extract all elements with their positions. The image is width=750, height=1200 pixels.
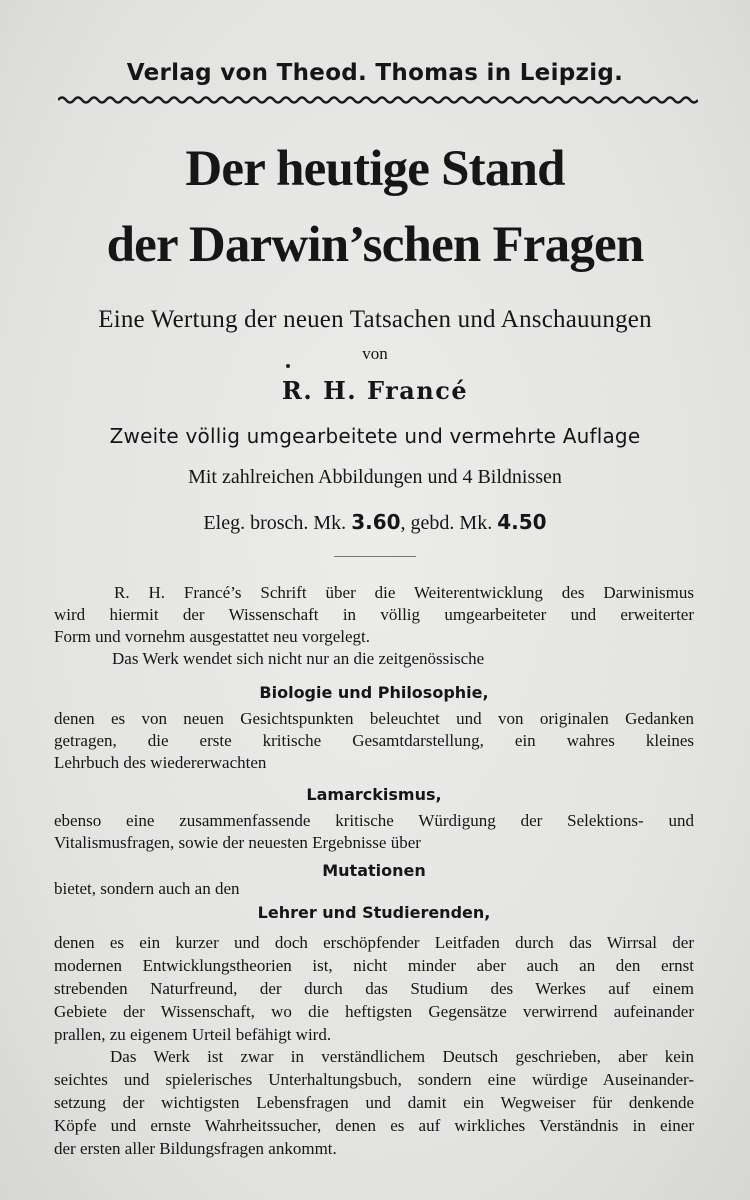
heading-lamarckismus: Lamarckismus, xyxy=(306,785,442,804)
text-line: denen es von neuen Gesichtspunkten beleuchtet und von originalen Gedanken xyxy=(54,709,694,728)
text-line: Form und vornehm ausgestattet neu vorgelegt. xyxy=(54,627,371,646)
text-line: getragen, die erste kritische Gesamtdarstellung, ein wahres kleines xyxy=(54,731,694,750)
text-line: Das Werk wendet sich nicht nur an die zeitgenössische xyxy=(112,649,485,668)
price-brosch-label: Eleg. brosch. Mk. xyxy=(203,512,352,534)
price-gebd-label: , gebd. Mk. xyxy=(400,512,498,534)
text-line: Vitalismusfragen, sowie der neuesten Ergebnisse über xyxy=(54,833,421,852)
heading-mutationen: Mutationen xyxy=(322,861,426,880)
text-line: modernen Entwicklungstheorien ist, nicht minder aber auch an den ernst xyxy=(54,956,694,975)
wavy-rule xyxy=(58,94,698,106)
heading-lehrer: Lehrer und Studierenden, xyxy=(257,903,491,922)
text-line: wird hiermit der Wissenschaft in völlig umgearbeiteter und erweiterter xyxy=(54,605,694,624)
book-subtitle: Eine Wertung der neuen Tatsachen und Anschauungen xyxy=(98,306,652,333)
book-title-line-1: Der heutige Stand xyxy=(185,141,565,197)
by-label: von xyxy=(362,344,388,363)
author-name: R. H. Francé xyxy=(281,376,469,405)
publisher-line: Verlag von Theod. Thomas in Leipzig. xyxy=(126,60,624,86)
text-line: ebenso eine zusammenfassende kritische Würdigung der Selektions- und xyxy=(54,811,694,830)
heading-biologie: Biologie und Philosophie, xyxy=(259,683,489,702)
text-line: der ersten aller Bildungsfragen ankommt. xyxy=(54,1139,337,1158)
divider xyxy=(334,556,416,557)
text-line: Lehrbuch des wiedererwachten xyxy=(54,753,267,772)
edition-note: Zweite völlig umgearbeitete und vermehrte Auflage xyxy=(109,424,641,448)
text-line: prallen, zu eigenem Urteil befähigt wird. xyxy=(54,1025,332,1044)
text-line: denen es ein kurzer und doch erschöpfender Leitfaden durch das Wirrsal der xyxy=(54,933,694,952)
text-line: seichtes und spielerisches Unterhaltungsbuch, sondern eine würdige Auseinander- xyxy=(54,1070,694,1089)
text-line: bietet, sondern auch an den xyxy=(54,879,240,898)
text-line: strebenden Naturfreund, der durch das Studium des Werkes auf einem xyxy=(54,979,694,998)
text-line: setzung der wichtigsten Lebensfragen und damit ein Wegweiser für denkende xyxy=(54,1093,694,1112)
price-line xyxy=(0,510,750,535)
text-line: Das Werk ist zwar in verständlichem Deutsch geschrieben, aber kein xyxy=(110,1047,694,1066)
ink-dot xyxy=(286,364,290,368)
illustrations-note: Mit zahlreichen Abbildungen und 4 Bildnissen xyxy=(188,466,562,488)
text-line: Gebiete der Wissenschaft, wo die heftigsten Gegensätze verwirrend aufeinander xyxy=(54,1002,694,1021)
price-brosch-value: 3.60 xyxy=(351,510,401,534)
book-title-line-2: der Darwin’schen Fragen xyxy=(106,217,644,273)
price-gebd-value: 4.50 xyxy=(497,510,547,534)
text-line: R. H. Francé’s Schrift über die Weiterentwicklung des Darwinismus xyxy=(114,583,694,602)
text-line: Köpfe und ernste Wahrheitssucher, denen es auf wirkliches Verständnis in einer xyxy=(54,1116,694,1135)
